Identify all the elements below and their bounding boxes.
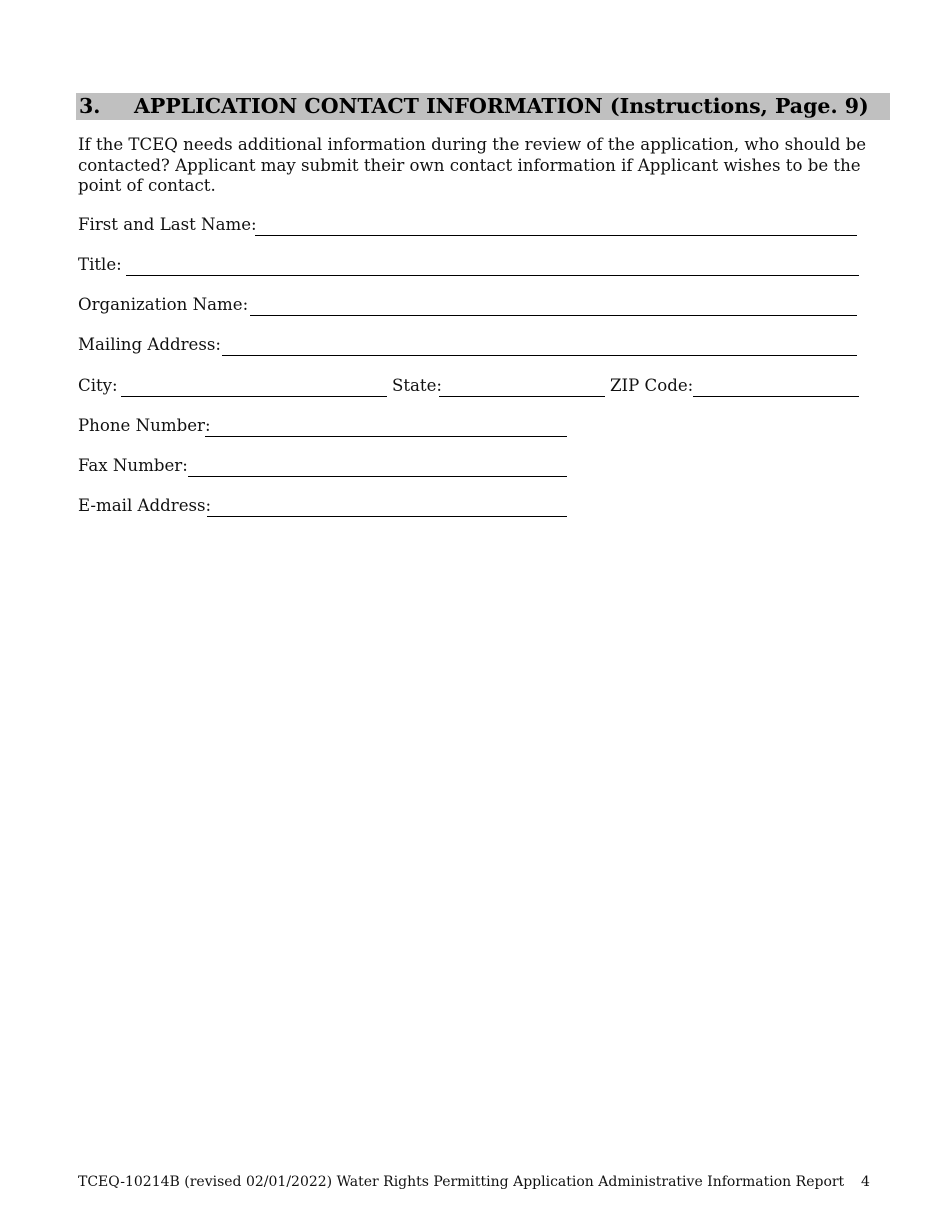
- email-field-row: [78, 495, 568, 517]
- intro-paragraph: If the TCEQ needs additional information during the review of the application, who should be contacted? Applicant may submit their own contact information if Applicant wishes to be the point of contact.: [78, 135, 867, 195]
- email-label: E-mail Address:: [78, 496, 212, 515]
- name-label: First and Last Name:: [78, 215, 257, 234]
- organization-label: Organization Name:: [78, 295, 249, 314]
- fax-label: Fax Number:: [78, 456, 188, 475]
- name-field-row: [78, 214, 860, 236]
- city-label: City:: [78, 376, 118, 395]
- section-title: APPLICATION CONTACT INFORMATION (Instructions, Page. 9): [134, 94, 869, 118]
- phone-input[interactable]: [205, 436, 567, 437]
- title-label: Title:: [78, 255, 122, 274]
- state-label: State:: [392, 376, 443, 395]
- page-number: 4: [861, 1174, 870, 1190]
- fax-field-row: [78, 455, 568, 477]
- mailing-address-input[interactable]: [222, 355, 857, 356]
- mailing-address-field-row: [78, 334, 860, 356]
- mailing-address-label: Mailing Address:: [78, 335, 221, 354]
- zip-input[interactable]: [693, 396, 859, 397]
- title-field-row: [78, 254, 860, 276]
- phone-label: Phone Number:: [78, 416, 211, 435]
- zip-label: ZIP Code:: [610, 376, 694, 395]
- phone-field-row: [78, 415, 568, 437]
- name-input[interactable]: [255, 235, 857, 236]
- organization-field-row: [78, 294, 860, 316]
- section-number: 3.: [79, 94, 101, 118]
- title-input[interactable]: [126, 275, 859, 276]
- fax-input[interactable]: [188, 476, 567, 477]
- organization-input[interactable]: [250, 315, 857, 316]
- state-input[interactable]: [439, 396, 605, 397]
- city-state-zip-row: [78, 375, 860, 397]
- email-input[interactable]: [207, 516, 567, 517]
- footer-form-id: TCEQ-10214B (revised 02/01/2022) Water Rights Permitting Application Administrative Information Report: [78, 1174, 845, 1190]
- section-header: [76, 93, 890, 120]
- city-input[interactable]: [121, 396, 387, 397]
